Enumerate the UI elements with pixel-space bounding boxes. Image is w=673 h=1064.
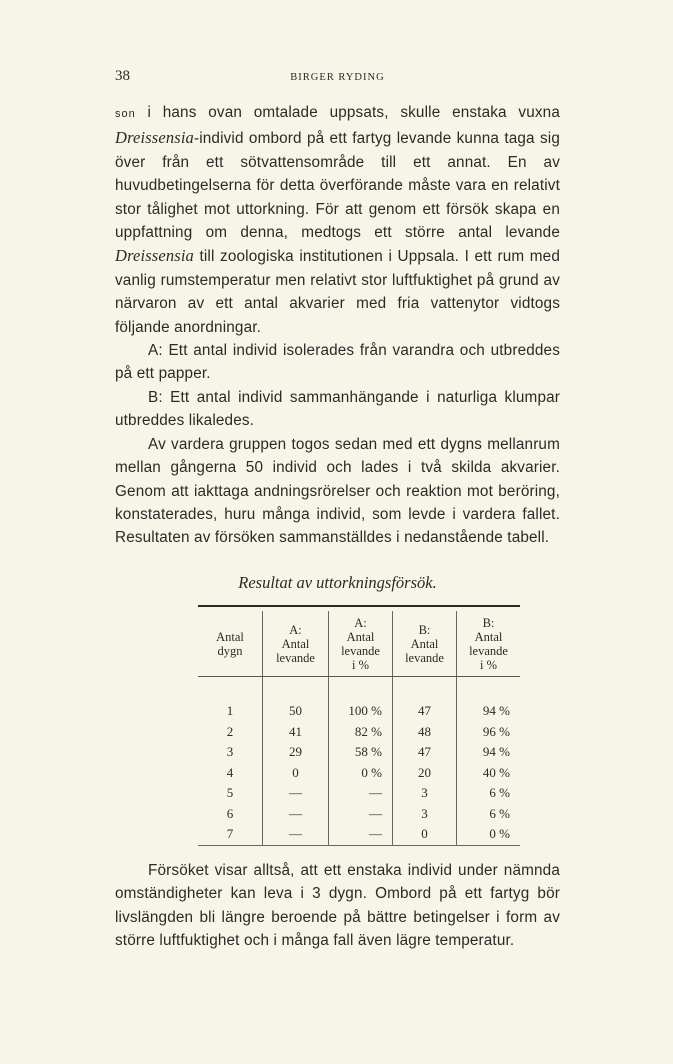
column-header: A: Antal levande [262,611,328,676]
table-cell: 58 % [354,744,382,759]
table-cell: 6 % [489,805,510,821]
table-cell: 7 [226,826,234,841]
table-cell: 41 [289,723,302,739]
table-cell: 5 [226,785,234,800]
table-cell: 6 % [489,785,510,800]
closing-text [115,859,560,953]
table-cell: 0 [421,826,428,841]
small-caps-text: son [115,108,136,120]
column-header: B: Antal levande i % [456,611,520,676]
table-cell: 50 [289,703,302,718]
body-text [115,101,560,550]
running-head: BIRGER RYDING [290,72,385,83]
table-cell: — [369,785,382,800]
table-cell: 40 % [482,764,510,780]
column-header: B: Antal levande [392,611,456,676]
table-cell: — [289,805,302,821]
table-cell: — [289,785,302,800]
table-cell: 29 [289,744,302,759]
table-cell: 3 [421,785,428,800]
table-cell: 94 % [482,744,510,759]
table-title: Resultat av uttorkningsförsök. [238,573,437,592]
table-cell: 100 % [348,703,382,718]
table-cell: 0 [292,764,299,780]
paragraph-3: B: Ett antal individ sammanhängande i naturliga klumpar utbreddes likaledes. [115,388,560,430]
table-cell: 20 [418,764,431,780]
table-header [198,611,520,677]
table-cell: 47 [418,703,431,718]
paragraph-5: Försöket visar alltså, att ett enstaka individ under nämnda omständigheter kan leva i 3 dygn. Ombord på ett fartyg bör livslängden bli längre beroende på bättre betingelser i form av större luftfuktighet och i många fall även lägre temperatur. [115,862,560,950]
text-run: till zoologiska institutionen i Uppsala. I ett rum med vanlig rumstemperatur men relativt stor luftfuktighet på grund av närvaron av ett antal akvarier med fria vattenytor vidtogs följande anordningar. [115,248,560,336]
table-cell: 3 [226,744,234,759]
table-cell: 96 % [482,723,510,739]
table-cell: 82 % [354,723,382,739]
table-cell: 94 % [482,703,510,718]
table-top-rule [198,605,520,607]
table-cell: 0 % [489,826,510,841]
table-column [392,677,456,845]
text-run: i hans ovan omtalade uppsats, skulle enstaka vuxna [135,104,560,121]
table-column [198,701,262,845]
table-cell: 2 [226,723,234,739]
table-cell: 48 [418,723,431,739]
table-cell: 4 [226,764,234,780]
column-header: Antal dygn [216,629,244,658]
table-cell: 1 [226,703,234,718]
column-header: A: Antal levande i % [328,611,392,676]
table-cell: 0 % [361,764,382,780]
table-body [198,701,520,846]
table-cell: — [369,826,382,841]
table-column [262,677,328,845]
paragraph-2: A: Ett antal individ isolerades från varandra och utbreddes på ett papper. [115,342,560,383]
italic-term: Dreissensia [115,246,194,266]
table-cell: 3 [421,805,428,821]
results-table [198,605,520,846]
page-header [115,68,560,90]
table-cell: 47 [418,744,431,759]
paragraph-1 [115,101,560,339]
table-cell: — [369,805,382,821]
table-column [328,677,392,845]
table-cell: — [289,826,302,841]
table-column [456,677,520,845]
page-number: 38 [115,68,130,84]
text-run: -individ ombord på ett fartyg levande kunna taga sig över från ett sötvattensområde till ett annat. En av huvudbetingelserna för detta överförande måste vara en relativt stor tålighet mot uttorkning. För att genom ett försök skapa en uppfattning om denna, medtogs ett större antal levande [115,130,560,242]
italic-term: Dreissensia [115,128,194,148]
table-cell: 6 [226,805,234,821]
paragraph-4: Av vardera gruppen togos sedan med ett dygns mellanrum mellan gångerna 50 individ och lades i två skilda akvarier. Genom att iakttaga andningsrörelser och reaktion mot beröring, konstaterades, huru många individ, som levde i vardera fallet. Resultaten av försöken sammanställdes i nedanstående tabell. [115,435,560,547]
